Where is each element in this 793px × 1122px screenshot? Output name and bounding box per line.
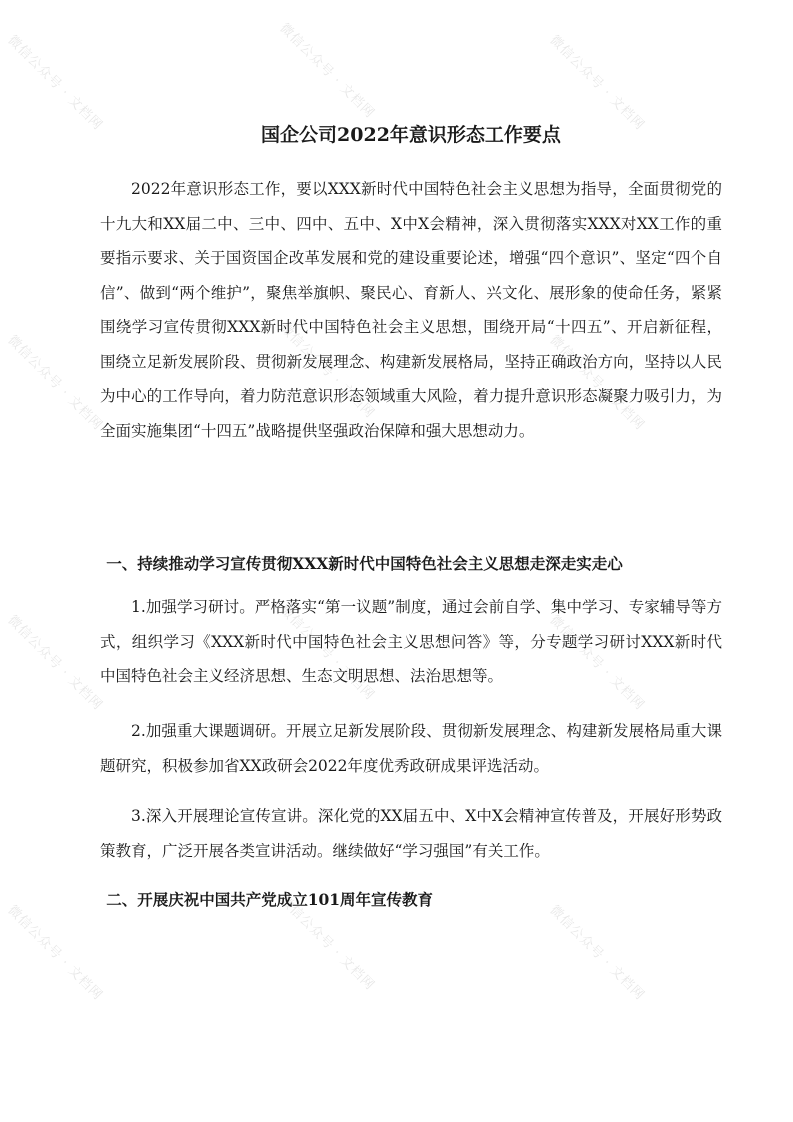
watermark-text: 微信公众号 · 文档网 bbox=[4, 332, 106, 434]
document-title: 国企公司2022年意识形态工作要点 bbox=[261, 124, 561, 146]
watermark-text: 微信公众号 · 文档网 bbox=[546, 612, 648, 714]
watermark-text: 微信公众号 · 文档网 bbox=[276, 320, 378, 422]
section-heading-1: 一、持续推动学习宣传贯彻XXX新时代中国特色社会主义思想走深走实走心 bbox=[106, 554, 623, 573]
watermark-text: 微信公众号 · 文档网 bbox=[546, 332, 648, 434]
watermark-text: 微信公众号 · 文档网 bbox=[276, 892, 378, 994]
watermark-text: 微信公众号 · 文档网 bbox=[546, 32, 648, 134]
watermark-text: 微信公众号 · 文档网 bbox=[4, 32, 106, 134]
intro-paragraph: 2022年意识形态工作，要以XXX新时代中国特色社会主义思想为指导，全面贯彻党的十九大和XX届二中、三中、四中、五中、X中X会精神，深入贯彻落实XXX对XX工作的重要指示要求、关于国资国企改革发展和党的建设重要论述，增强“四个意识”、坚定“四个自信”、做到“两个维护”，聚焦举旗帜、聚民心、育新人、兴文化、展形象的使命任务，紧紧围绕学习宣传贯彻XXX新时代中国特色社会主义思想，围绕开局“十四五”、开启新征程，围绕立足新发展阶段、贯彻新发展理念、构建新发展格局，坚持正确政治方向，坚持以人民为中心的工作导向，着力防范意识形态领域重大风险，着力提升意识形态凝聚力吸引力，为全面实施集团“十四五”战略提供坚强政治保障和强大思想动力。 bbox=[100, 180, 722, 440]
section1-item-2: 2.加强重大课题调研。开展立足新发展阶段、贯彻新发展理念、构建新发展格局重大课题研究，积极参加省XX政研会2022年度优秀政研成果评选活动。 bbox=[100, 722, 722, 775]
watermark-text: 微信公众号 · 文档网 bbox=[546, 902, 648, 1004]
watermark-text: 微信公众号 · 文档网 bbox=[276, 20, 378, 122]
watermark-text: 微信公众号 · 文档网 bbox=[4, 612, 106, 714]
section1-item-3: 3.深入开展理论宣传宣讲。深化党的XX届五中、X中X会精神宣传普及，开展好形势政策教育，广泛开展各类宣讲活动。继续做好“学习强国”有关工作。 bbox=[100, 807, 722, 860]
section1-item-1: 1.加强学习研讨。严格落实“第一议题”制度，通过会前自学、集中学习、专家辅导等方式，组织学习《XXX新时代中国特色社会主义思想问答》等，分专题学习研讨XXX新时代中国特色社会主义经济思想、生态文明思想、法治思想等。 bbox=[100, 598, 722, 685]
watermark-text: 微信公众号 · 文档网 bbox=[276, 602, 378, 704]
section-heading-2: 二、开展庆祝中国共产党成立101周年宣传教育 bbox=[106, 890, 434, 909]
watermark-text: 微信公众号 · 文档网 bbox=[4, 902, 106, 1004]
